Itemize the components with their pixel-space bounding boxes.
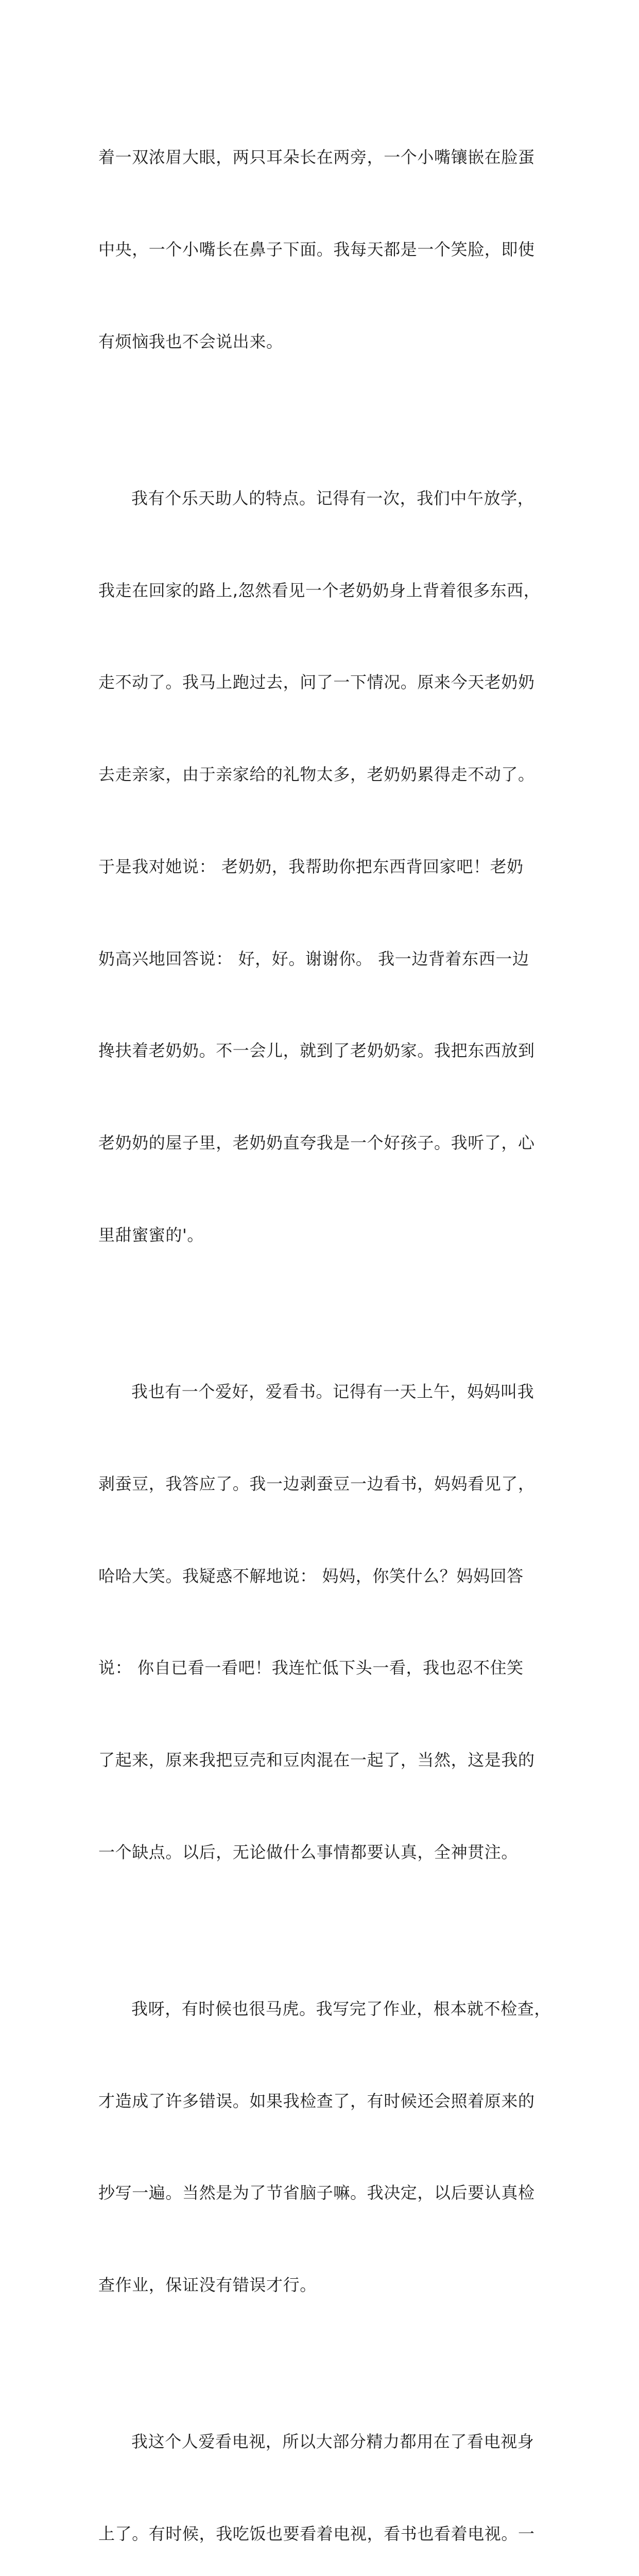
- text-line: 查作业，保证没有错误才行。: [98, 2275, 317, 2295]
- text-line: 哈哈大笑。我疑惑不解地说： 妈妈，你笑什么？妈妈回答: [98, 1566, 524, 1586]
- text-line: 里甜蜜蜜的'。: [98, 1225, 204, 1245]
- text-line-content: 我有个乐天助人的特点。记得有一次，我们中午放学，: [131, 488, 534, 508]
- text-line: 老奶奶的屋子里，老奶奶直夸我是一个好孩子。我听了，心: [98, 1133, 535, 1153]
- text-line: 一个缺点。以后，无论做什么事情都要认真，全神贯注。: [98, 1842, 519, 1862]
- text-line: 有烦恼我也不会说出来。: [98, 331, 283, 351]
- text-line-content: 我也有一个爱好，爱看书。记得有一天上午，妈妈叫我: [131, 1381, 534, 1401]
- text-line: 搀扶着老奶奶。不一会儿，就到了老奶奶家。我把东西放到: [98, 1041, 535, 1061]
- text-line: 中央，一个小嘴长在鼻子下面。我每天都是一个笑脸，即使: [98, 239, 535, 259]
- text-line: 抄写一遍。当然是为了节省脑子嘛。我决定，以后要认真检: [98, 2183, 535, 2203]
- text-line: 剥蚕豆，我答应了。我一边剥蚕豆一边看书，妈妈看见了，: [98, 1473, 535, 1494]
- text-line: 着一双浓眉大眼，两只耳朵长在两旁，一个小嘴镶嵌在脸蛋: [98, 147, 535, 167]
- text-line: 去走亲家，由于亲家给的礼物太多，老奶奶累得走不动了。: [98, 765, 535, 785]
- paragraph-careless: [98, 1933, 551, 2362]
- text-line: [98, 1377, 551, 1408]
- text-line: 走不动了。我马上跑过去，问了一下情况。原来今天老奶奶: [98, 672, 535, 692]
- text-line: 了起来，原来我把豆壳和豆肉混在一起了，当然，这是我的: [98, 1750, 535, 1770]
- text-line: 奶高兴地回答说： 好，好。谢谢你。 我一边背着东西一边: [98, 948, 529, 969]
- paragraph-appearance: [98, 81, 551, 419]
- text-line: 于是我对她说： 老奶奶，我帮助你把东西背回家吧！老奶: [98, 856, 524, 876]
- text-line-content: 我呀，有时候也很马虎。我写完了作业，根本就不检查，: [131, 1998, 551, 2019]
- text-line: 说： 你自已看一看吧！我连忙低下头一看，我也忍不住笑: [98, 1658, 524, 1678]
- text-line-content: 我这个人爱看电视，所以大部分精力都用在了看电视身: [131, 2432, 534, 2452]
- text-line: 才造成了许多错误。如果我检查了，有时候还会照着原来的: [98, 2091, 535, 2111]
- paragraph-reading: [98, 1315, 551, 1929]
- text-line: 我走在回家的路上,忽然看见一个老奶奶身上背着很多东西，: [98, 580, 541, 600]
- text-line: [98, 2427, 551, 2458]
- paragraph-helpful: [98, 422, 551, 1312]
- text-line: [98, 483, 551, 514]
- paragraph-television: [98, 2365, 551, 2576]
- text-line: [98, 1994, 551, 2025]
- text-line: 上了。有时候，我吃饭也要看着电视，看书也看着电视。一: [98, 2523, 535, 2544]
- document-body: [98, 81, 551, 2576]
